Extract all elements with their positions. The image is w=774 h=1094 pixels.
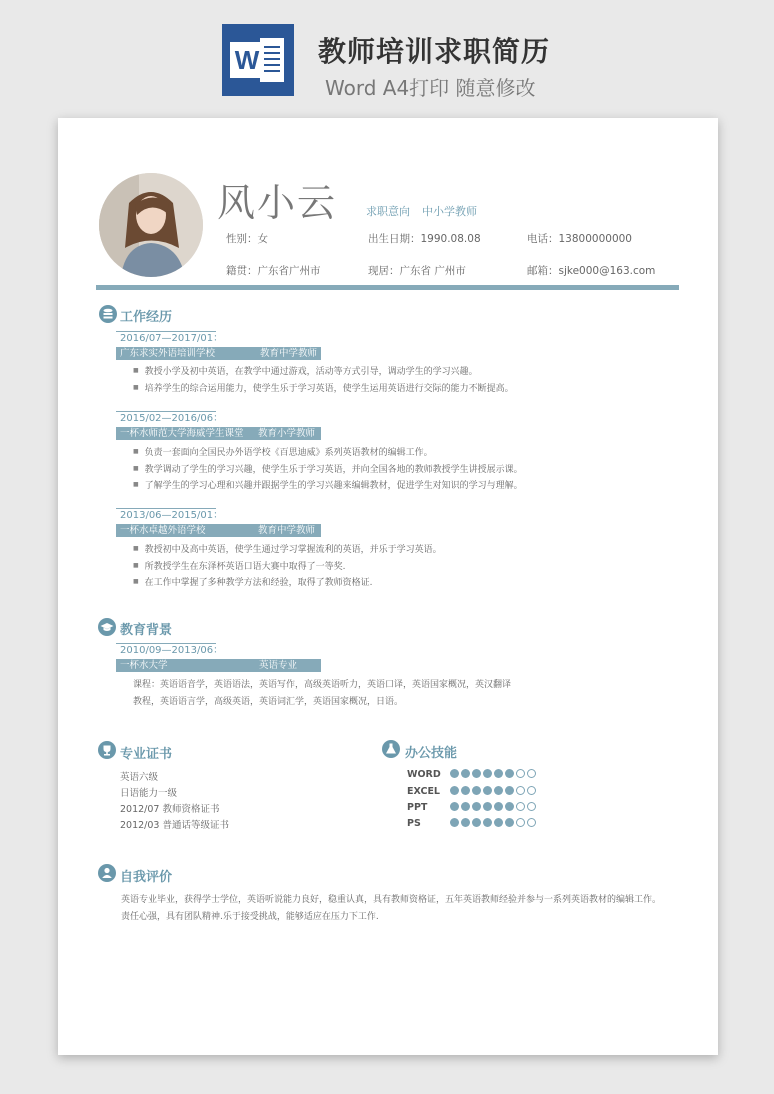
work-bullet: ■ 所教授学生在东泽杯英语口语大赛中取得了一等奖. xyxy=(133,559,346,572)
rating-dot-empty xyxy=(516,786,525,795)
flask-icon xyxy=(382,740,400,758)
trophy-icon xyxy=(98,741,116,759)
rating-dot-filled xyxy=(483,786,492,795)
email: 邮箱：sjke000@163.com xyxy=(527,265,656,277)
skill-rating xyxy=(450,818,536,827)
cert-item: 2012/03 普通话等级证书 xyxy=(120,820,229,831)
rating-dot-filled xyxy=(483,818,492,827)
phone: 电话：13800000000 xyxy=(527,233,632,245)
word-logo-icon xyxy=(222,24,294,96)
section-title-education: 教育背景 xyxy=(120,623,173,638)
section-title-self: 自我评价 xyxy=(120,870,173,885)
cert-item: 2012/07 教师资格证书 xyxy=(120,804,220,815)
skill-name: WORD xyxy=(407,769,441,780)
work-bullet: ■ 了解学生的学习心理和兴趣并跟据学生的学习兴趣来编辑教材，促进学生对知识的学习与理解。 xyxy=(133,478,523,491)
rating-dot-filled xyxy=(472,786,481,795)
work-date: 2015/02—2016/06： xyxy=(116,411,216,425)
rating-dot-filled xyxy=(483,769,492,778)
native-place: 籍贯：广东省广州市 xyxy=(226,265,321,277)
job-intent: 求职意向 中小学教师 xyxy=(366,205,477,218)
section-title-work: 工作经历 xyxy=(120,310,173,325)
edu-school-bar: 一杯水大学 英语专业 xyxy=(116,659,321,672)
edu-date: 2010/09—2013/06： xyxy=(116,643,216,657)
rating-dot-empty xyxy=(516,802,525,811)
birth-date: 出生日期：1990.08.08 xyxy=(368,233,481,245)
rating-dot-filled xyxy=(505,786,514,795)
rating-dot-filled xyxy=(450,802,459,811)
skill-rating xyxy=(450,786,536,795)
rating-dot-filled xyxy=(494,769,503,778)
skill-rating xyxy=(450,769,536,778)
rating-dot-filled xyxy=(505,802,514,811)
rating-dot-filled xyxy=(461,818,470,827)
graduation-cap-icon xyxy=(98,618,116,636)
skill-name: EXCEL xyxy=(407,786,440,797)
candidate-name: 风小云 xyxy=(217,181,338,225)
work-date: 2016/07—2017/01： xyxy=(116,331,216,345)
svg-text:W: W xyxy=(234,45,260,75)
rating-dot-filled xyxy=(472,769,481,778)
rating-dot-filled xyxy=(494,818,503,827)
cert-item: 英语六级 xyxy=(120,772,159,783)
work-date: 2013/06—2015/01： xyxy=(116,508,216,522)
rating-dot-filled xyxy=(494,802,503,811)
gender: 性别：女 xyxy=(226,233,268,245)
rating-dot-empty xyxy=(516,818,525,827)
rating-dot-filled xyxy=(494,786,503,795)
rating-dot-filled xyxy=(450,818,459,827)
rating-dot-filled xyxy=(461,786,470,795)
rating-dot-filled xyxy=(483,802,492,811)
header-divider xyxy=(96,285,679,290)
rating-dot-empty xyxy=(527,786,536,795)
work-org-bar: 一杯水师范大学海威学生课堂 教育小学教师 xyxy=(116,427,321,440)
skill-name: PS xyxy=(407,818,421,829)
rating-dot-filled xyxy=(461,769,470,778)
user-icon xyxy=(98,864,116,882)
rating-dot-filled xyxy=(505,818,514,827)
cert-item: 日语能力一级 xyxy=(120,788,178,799)
work-bullet: ■ 负责一套面向全国民办外语学校《百思迪威》系列英语教材的编辑工作。 xyxy=(133,445,433,458)
work-org-bar: 一杯水卓越外语学校 教育中学教师 xyxy=(116,524,321,537)
section-title-skills: 办公技能 xyxy=(405,746,458,761)
self-eval-text: 英语专业毕业，获得学士学位，英语听说能力良好，稳重认真，具有教师资格证，五年英语教师经验并参与一系列英语教材的编辑工作。 xyxy=(121,895,662,905)
work-bullet: ■ 教学调动了学生的学习兴趣，使学生乐于学习英语，并向全国各地的教师教授学生讲授展示课。 xyxy=(133,462,523,475)
rating-dot-filled xyxy=(461,802,470,811)
rating-dot-filled xyxy=(505,769,514,778)
rating-dot-filled xyxy=(450,786,459,795)
edu-courses: 教程，英语语言学，高级英语，英语词汇学，英语国家概况，日语。 xyxy=(133,697,404,707)
work-bullet: ■ 教授小学及初中英语，在教学中通过游戏，活动等方式引导，调动学生的学习兴趣。 xyxy=(133,364,478,377)
edu-courses: 课程：英语语音学，英语语法，英语写作，高级英语听力，英语口译，英语国家概况，英汉翻译 xyxy=(133,680,512,690)
rating-dot-filled xyxy=(472,818,481,827)
work-bullet: ■ 教授初中及高中英语，使学生通过学习掌握流利的英语，并乐于学习英语。 xyxy=(133,542,442,555)
residence: 现居：广东省 广州市 xyxy=(368,265,466,277)
rating-dot-empty xyxy=(516,769,525,778)
rating-dot-empty xyxy=(527,769,536,778)
self-eval-text: 责任心强，具有团队精神.乐于接受挑战，能够适应在压力下工作. xyxy=(121,912,379,922)
work-org-bar: 广东求实外语培训学校 教育中学教师 xyxy=(116,347,321,360)
work-bullet: ■ 在工作中掌握了多种教学方法和经验，取得了教师资格证. xyxy=(133,575,373,588)
rating-dot-empty xyxy=(527,802,536,811)
page-subtitle: Word A4打印 随意修改 xyxy=(325,76,536,100)
rating-dot-empty xyxy=(527,818,536,827)
rating-dot-filled xyxy=(472,802,481,811)
section-title-certs: 专业证书 xyxy=(120,747,173,762)
rating-dot-filled xyxy=(450,769,459,778)
database-icon xyxy=(99,305,117,323)
page-title: 教师培训求职简历 xyxy=(318,35,551,68)
work-bullet: ■ 培养学生的综合运用能力，使学生乐于学习英语，使学生运用英语进行交际的能力不断提高。 xyxy=(133,381,514,394)
skill-name: PPT xyxy=(407,802,428,813)
avatar xyxy=(99,173,203,277)
skill-rating xyxy=(450,802,536,811)
